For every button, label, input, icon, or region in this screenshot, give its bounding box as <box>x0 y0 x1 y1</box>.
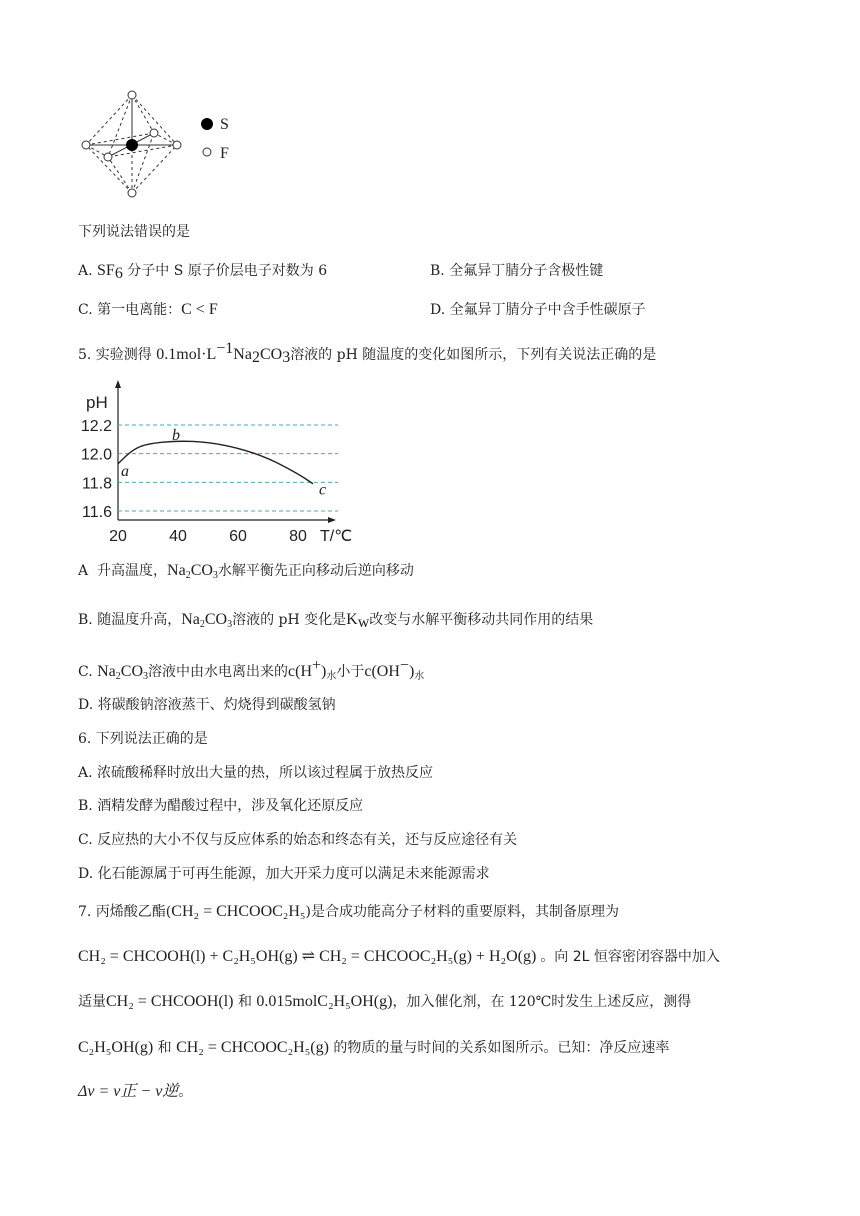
q7-stem: 7. 丙烯酸乙酯(CH₂ = CHCOOC₂H₅)是合成功能高分子材料的重要原料，其制备原理为 <box>78 903 619 920</box>
q4-option-a: A. $SF_6$ 分子中 S 原子价层电子对数为 6 <box>78 262 328 282</box>
y-axis-label: pH <box>86 393 108 412</box>
ph-curve <box>118 441 313 484</box>
point-label-c: c <box>319 481 327 499</box>
q7-line3: 适量CH₂ = CHCOOH(l) 和 0.015molC₂H₅OH(g)，加入催化剂，在 120℃时发生上述反应，测得 <box>78 993 692 1010</box>
q4-option-c: C. 第一电离能：C < F <box>78 301 218 318</box>
q5-stem: 5. 实验测得 $0.1mol\cdot L^{-1}Na_2CO_3$溶液的 pH 随温度的变化如图所示，下列有关说法正确的是 <box>78 340 657 366</box>
y-tick-label: 11.8 <box>82 475 112 493</box>
q5-option-c: C. $Na_2CO_3$溶液中由水电离出来的$c(H^+)_水$小于$c(OH^-)_水$ <box>78 657 425 682</box>
q6-option-d: D. 化石能源属于可再生能源，加大开采力度可以满足未来能源需求 <box>78 866 490 882</box>
point-label-b: b <box>172 427 180 445</box>
q5-option-d: D. 将碳酸钠溶液蒸干、灼烧得到碳酸氢钠 <box>78 697 336 713</box>
q6-option-c: C. 反应热的大小不仅与反应体系的始态和终态有关，还与反应途径有关 <box>78 832 518 848</box>
y-axis-arrow <box>115 380 121 388</box>
q7-equation: CH₂ = CHCOOH(l) + C₂H₅OH(g) ⇌ CH₂ = CHCOOC₂H₅(g) + H₂O(g) 。向 2L 恒容密闭容器中加入 <box>78 948 720 965</box>
q7-line4: C₂H₅OH(g) 和 CH₂ = CHCOOC₂H₅(g) 的物质的量与时间的关系如图所示。已知：净反应速率 <box>78 1039 670 1056</box>
x-tick-label: 80 <box>289 528 307 545</box>
q5-option-b: B. 随温度升高，$Na_2CO_3$溶液的 pH 变化是$K_w$改变与水解平衡移动共同作用的结果 <box>78 611 594 631</box>
q4-option-d: D. 全氟异丁腈分子中含手性碳原子 <box>430 302 646 318</box>
x-axis-label: T/℃ <box>320 528 353 545</box>
q4-stem: 下列说法错误的是 <box>78 224 190 240</box>
q6-option-a: A. 浓硫酸稀释时放出大量的热，所以该过程属于放热反应 <box>78 765 434 781</box>
x-tick-label: 20 <box>109 528 127 545</box>
y-tick-label: 12.2 <box>80 418 112 435</box>
legend-f: F <box>220 145 229 162</box>
q7-line5: Δv = v正 − v逆。 <box>78 1083 193 1100</box>
x-tick-label: 40 <box>169 528 187 545</box>
q5-option-a: A 升高温度，$Na_2CO_3$水解平衡先正向移动后逆向移动 <box>78 562 414 581</box>
x-axis-arrow <box>328 517 336 523</box>
point-label-a: a <box>121 462 129 480</box>
legend-s: S <box>220 116 229 133</box>
y-tick-label: 12.0 <box>80 446 112 464</box>
ph-temperature-chart <box>70 378 370 550</box>
x-tick-label: 60 <box>229 528 247 545</box>
y-tick-label: 11.6 <box>82 504 112 521</box>
q6-stem: 6. 下列说法正确的是 <box>78 731 208 747</box>
q6-option-b: B. 酒精发酵为醋酸过程中，涉及氧化还原反应 <box>78 798 364 814</box>
q4-option-b: B. 全氟异丁腈分子含极性键 <box>430 263 604 279</box>
